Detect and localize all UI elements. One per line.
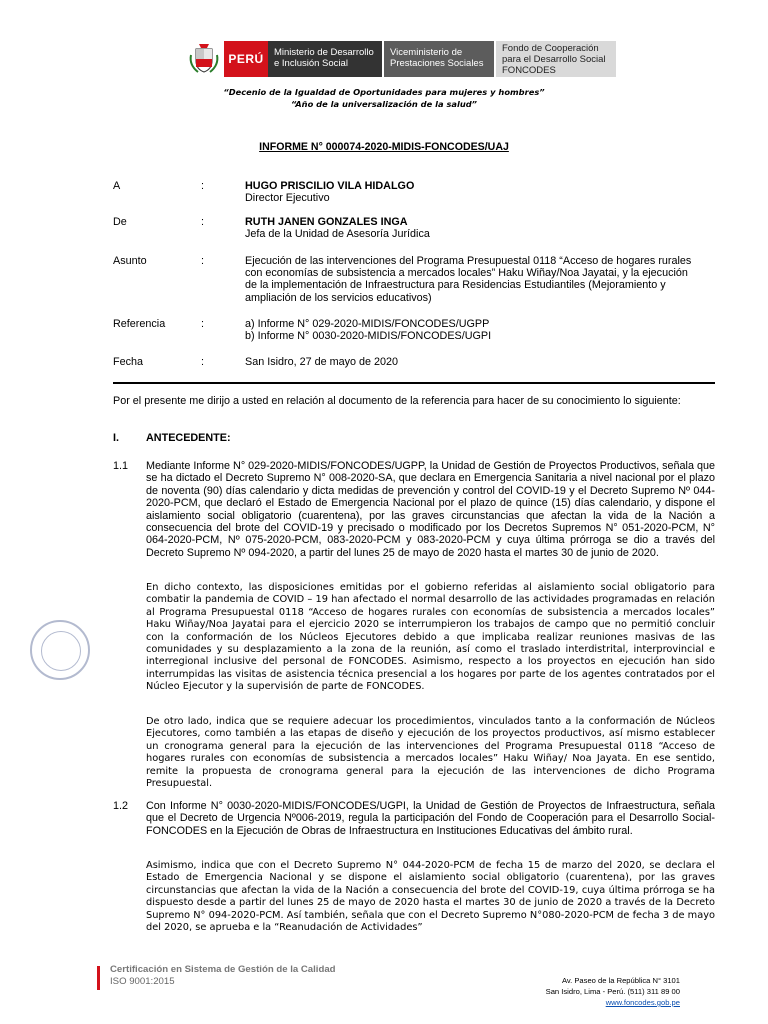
seal-stamp-icon <box>30 620 90 680</box>
ministry-block: Ministerio de Desarrollo e Inclusión Social <box>268 41 382 77</box>
intro-paragraph: Por el presente me dirijo a usted en relación al documento de la referencia para hacer de su conocimiento lo siguiente: <box>113 395 681 407</box>
from-row: De : RUTH JANEN GONZALES INGA Jefa de la Unidad de Asesoría Jurídica <box>113 216 430 241</box>
peru-logo: PERÚ <box>224 41 268 77</box>
paragraph-1-1-context: En dicho contexto, las disposiciones emitidas por el gobierno referidas al aislamiento social obligatorio para combatir la pandemia de COVID – 19 han afectado el normal desarrollo de las actividades programadas en relación al Programa Presupuestal 0118 “Acceso de hogares rurales con economías de subsistencia a mercados locales” Haku Wiñay/Noa Jayatai para el ejercicio 2020 se interrumpieron los trabajos de campo que no permitió concluir con la conformación de los Núcleos Ejecutores debido a que implicaba realizar reuniones masivas de las comunidades y su desplazamiento a la zona de la reunión, así como el traslado interdistrital, interprovincial e interregional inclusive del personal de FONCODES. Asimismo, respecto a los proyectos en ejecución han sido interrumpidas las visitas de asistencia técnica presencial a los hogares por parte de los agentes contratados por el Núcleo Ejecutor y la supervisión de parte de FONCODES. <box>146 582 715 693</box>
report-title: INFORME N° 000074-2020-MIDIS-FONCODES/UAJ <box>259 141 509 153</box>
item-number-1-1: 1.1 <box>113 460 129 472</box>
divider <box>113 382 715 384</box>
footer-accent-bar <box>97 966 100 990</box>
vice-ministry-block: Viceministerio de Prestaciones Sociales <box>384 41 494 77</box>
footer-address: Av. Paseo de la República N° 3101 San Isidro, Lima - Perú. (511) 311 89 00 www.foncodes.gob.pe <box>545 976 680 1007</box>
quality-certification: Certificación en Sistema de Gestión de la Calidad ISO 9001:2015 <box>110 964 336 987</box>
website-link[interactable]: www.foncodes.gob.pe <box>605 998 680 1007</box>
paragraph-1-2-asimismo: Asimismo, indica que con el Decreto Supremo N° 044-2020-PCM de fecha 15 de marzo del 2020, se declara el Estado de Emergencia Nacional y se dispone el aislamiento social obligatorio (cuarentena), por las graves circunstancias que afectan la vida de la Nación a consecuencia del brote del COVID-19, cuya última prórroga se ha dispuesto desde a partir del lunes 25 de mayo de 2020 hasta el martes 30 de junio de 2020 a través de la Decreto Supremo N° 094-2020-PCM. Así también, señala que con el Decreto Supremo N°080-2020-PCM de fecha 3 de mayo del 2020, se aprueba e la “Reanudación de Actividades” <box>146 860 715 934</box>
section-title: ANTECEDENTE: <box>146 432 231 444</box>
institution-header <box>186 41 616 77</box>
item-number-1-2: 1.2 <box>113 800 129 812</box>
reference-row: Referencia : a) Informe N° 029-2020-MIDIS/FONCODES/UGPP b) Informe N° 0030-2020-MIDIS/FONCODES/UGPI <box>113 318 492 343</box>
paragraph-1-1-adjust: De otro lado, indica que se requiere adecuar los procedimientos, vinculados tanto a la conformación de Núcleos Ejecutores, como también a las etapas de diseño y ejecución de los proyectos productivos, así mismo establecer un cronograma general para la ejecución de las intervenciones del Programa Presupuestal 0118 “Acceso de hogares rurales con economías de subsistencia a mercados locales” Haku Wiñay/ Noa Jayata. En ese sentido, remite la propuesta de cronograma general para la ejecución de las intervenciones de dicho Programa Presupuestal. <box>146 716 715 790</box>
section-number: I. <box>113 432 119 444</box>
date-row: Fecha : San Isidro, 27 de mayo de 2020 <box>113 356 399 368</box>
to-row: A : HUGO PRISCILIO VILA HIDALGO Director Ejecutivo <box>113 180 415 205</box>
foncodes-block: Fondo de Cooperación para el Desarrollo Social FONCODES <box>496 41 616 77</box>
paragraph-1-2: Con Informe N° 0030-2020-MIDIS/FONCODES/UGPI, la Unidad de Gestión de Proyectos de Infraestructura, señala que el Decreto de Urgencia Nº006-2019, regula la participación del Fondo de Cooperación para el Desarrollo Social-FONCODES en la Ejecución de Obras de Infraestructura en Instituciones Educativas del ámbito rural. <box>146 800 715 837</box>
coat-of-arms-icon <box>186 41 222 77</box>
subject-row: Asunto : Ejecución de las intervenciones del Programa Presupuestal 0118 “Acceso de hogares rurales con economías de subsistencia a mercados locales” Haku Wiñay/Noa Jayatai, y la ejecución de la implementación de Infraestructura para Residencias Estudiantiles (Mejoramiento y ampliación de los servicios educativos) <box>113 255 692 304</box>
paragraph-1-1: Mediante Informe N° 029-2020-MIDIS/FONCODES/UGPP, la Unidad de Gestión de Proyectos Productivos, señala que se ha dictado el Decreto Supremo N° 008-2020-SA, que declara en Emergencia Sanitaria a nivel nacional por el plazo de noventa (90) días calendario y dicta medidas de prevención y control del COVID-19 y el Decreto Supremo Nº 044-2020-PCM, que declaró el Estado de Emergencia Nacional por el plazo de quince (15) días calendario, y dispone el aislamiento social obligatorio (cuarentena), por las graves circunstancias que afectan la vida de la Nación a consecuencia del brote del COVID-19 y precisado o modificado por los Decretos Supremos N° 051-2020-PCM, N° 064-2020-PCM, Nº 075-2020-PCM, 083-2020-PCM y 083-2020-PCM y cuya última prórroga se dio a través del Decreto Supremo Nº 094-2020, a partir del lunes 25 de mayo de 2020 hasta el martes 30 de junio de 2020. <box>146 460 715 559</box>
decenio-slogan: “Decenio de la Igualdad de Oportunidades para mujeres y hombres” “Año de la universalización de la salud” <box>223 87 545 109</box>
